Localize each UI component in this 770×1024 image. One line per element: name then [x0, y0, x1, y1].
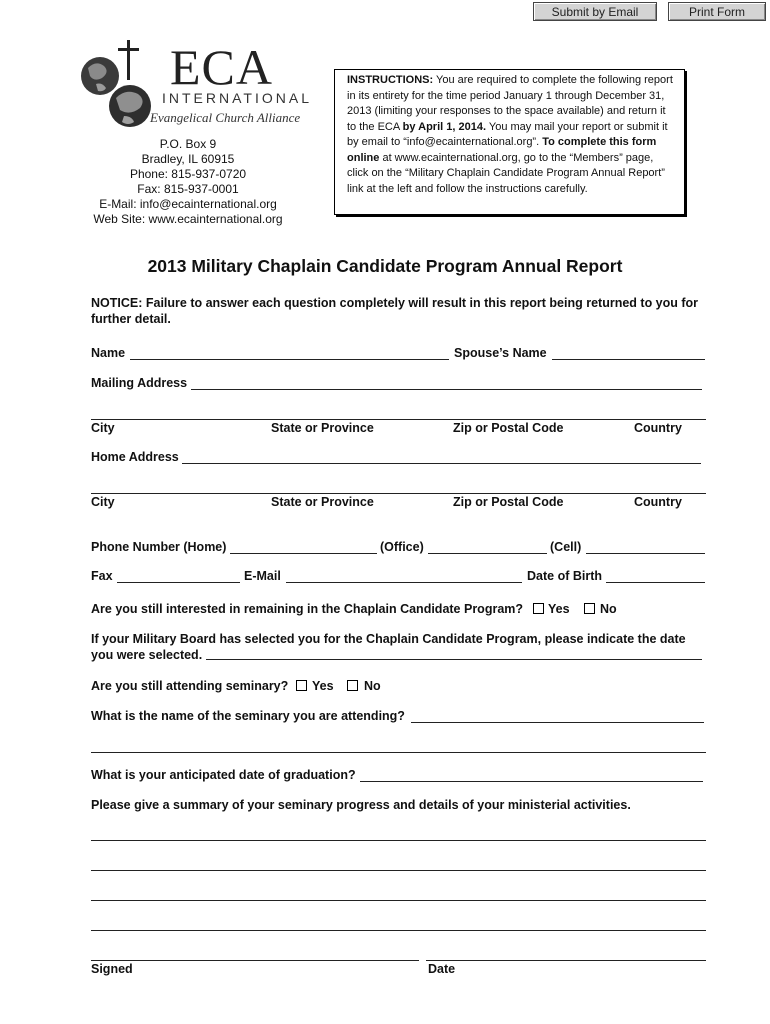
- fax-field[interactable]: [117, 582, 240, 583]
- interested-no-checkbox[interactable]: [584, 603, 595, 614]
- home-city-label: City: [91, 495, 115, 509]
- interested-yes-label: Yes: [548, 602, 570, 616]
- phone-cell-label: (Cell): [550, 540, 582, 554]
- summary-line-4-field[interactable]: [91, 930, 706, 931]
- attending-question: Are you still attending seminary?: [91, 679, 289, 693]
- phone-office-field[interactable]: [428, 553, 547, 554]
- instructions-deadline: by April 1, 2014.: [402, 120, 487, 133]
- home-country-label: Country: [634, 495, 682, 509]
- phone-line: Phone: 815-937-0720: [129, 167, 247, 181]
- phone-office-label: (Office): [380, 540, 424, 554]
- notice-text: NOTICE: Failure to answer each question completely will result in this report being returned to you for further detail.: [91, 296, 699, 326]
- attending-yes-label: Yes: [312, 679, 334, 693]
- summary-question: Please give a summary of your seminary progress and details of your ministerial activities.: [91, 798, 631, 812]
- instructions-label: INSTRUCTIONS:: [347, 74, 434, 86]
- signature-field[interactable]: [91, 960, 419, 961]
- seminary-name-question: What is the name of the seminary you are attending?: [91, 709, 405, 723]
- phone-cell-field[interactable]: [586, 553, 705, 554]
- submit-by-email-button[interactable]: Submit by Email: [533, 2, 657, 21]
- po-box: P.O. Box 9: [159, 137, 217, 151]
- dob-field[interactable]: [606, 582, 705, 583]
- spouse-name-field[interactable]: [552, 359, 705, 360]
- signed-label: Signed: [91, 962, 133, 976]
- instructions-text-3: at www.ecainternational.org, go to the “Members” page, click on the “Military Chaplain Candidate Program Annual Report” link at the left and follow the instructions carefully.: [347, 151, 665, 195]
- name-label: Name: [91, 346, 126, 360]
- email-line: E-Mail: info@ecainternational.org: [99, 197, 277, 211]
- page-title: 2013 Military Chaplain Candidate Program Annual Report: [147, 256, 623, 276]
- graduation-field[interactable]: [360, 781, 703, 782]
- dob-label: Date of Birth: [527, 569, 602, 583]
- phone-home-label: Phone Number (Home): [91, 540, 227, 554]
- date-label: Date: [428, 962, 456, 976]
- selected-date-question: If your Military Board has selected you for the Chaplain Candidate Program, please indicate the date you were selected.: [91, 632, 686, 662]
- home-state-label: State or Province: [271, 495, 374, 509]
- fax-label: Fax: [91, 569, 113, 583]
- city-line: Bradley, IL 60915: [141, 152, 235, 166]
- seminary-name-field[interactable]: [411, 722, 704, 723]
- seminary-name-line-2-field[interactable]: [91, 752, 706, 753]
- summary-line-1-field[interactable]: [91, 840, 706, 841]
- contact-address: [63, 137, 313, 227]
- home-address-label: Home Address: [91, 450, 179, 464]
- instructions-text-1: You are required to complete the following report in its entirety for the time period January 1 through December 31, 2013 (limiting your responses to the space available) and return it to the ECA: [347, 74, 673, 133]
- phone-home-field[interactable]: [230, 553, 377, 554]
- summary-line-3-field[interactable]: [91, 900, 706, 901]
- international-logo-text: INTERNATIONAL: [162, 90, 312, 106]
- print-form-button[interactable]: Print Form: [668, 2, 766, 21]
- mailing-address-label: Mailing Address: [91, 376, 188, 390]
- mailing-zip-label: Zip or Postal Code: [453, 421, 564, 435]
- home-zip-label: Zip or Postal Code: [453, 495, 564, 509]
- name-field[interactable]: [130, 359, 449, 360]
- mailing-address-line-2-field[interactable]: [91, 419, 706, 420]
- mailing-address-field[interactable]: [191, 389, 702, 390]
- date-field[interactable]: [426, 960, 706, 961]
- interested-yes-checkbox[interactable]: [533, 603, 544, 614]
- mailing-country-label: Country: [634, 421, 682, 435]
- mailing-city-label: City: [91, 421, 115, 435]
- alliance-logo-text: Evangelical Church Alliance: [150, 110, 301, 125]
- interested-no-label: No: [600, 602, 617, 616]
- attending-yes-checkbox[interactable]: [296, 680, 307, 691]
- home-address-field[interactable]: [182, 463, 701, 464]
- summary-line-2-field[interactable]: [91, 870, 706, 871]
- website-line: Web Site: www.ecainternational.org: [93, 212, 283, 226]
- selected-date-field[interactable]: [206, 659, 702, 660]
- instructions-box: [334, 69, 685, 215]
- home-address-line-2-field[interactable]: [91, 493, 706, 494]
- interested-question: Are you still interested in remaining in the Chaplain Candidate Program?: [91, 602, 524, 616]
- fax-line: Fax: 815-937-0001: [137, 182, 239, 196]
- instructions-text-2: You may mail your report or submit it by email to “info@ecainternational.org”.: [347, 120, 668, 148]
- graduation-question: What is your anticipated date of graduation?: [91, 768, 356, 782]
- mailing-state-label: State or Province: [271, 421, 374, 435]
- email-field[interactable]: [286, 582, 522, 583]
- attending-no-checkbox[interactable]: [347, 680, 358, 691]
- email-label: E-Mail: [244, 569, 281, 583]
- instructions-online-label: To complete this form online: [347, 136, 657, 164]
- attending-no-label: No: [364, 679, 381, 693]
- spouse-name-label: Spouse’s Name: [454, 346, 547, 360]
- eca-logo-text: ECA: [170, 39, 273, 95]
